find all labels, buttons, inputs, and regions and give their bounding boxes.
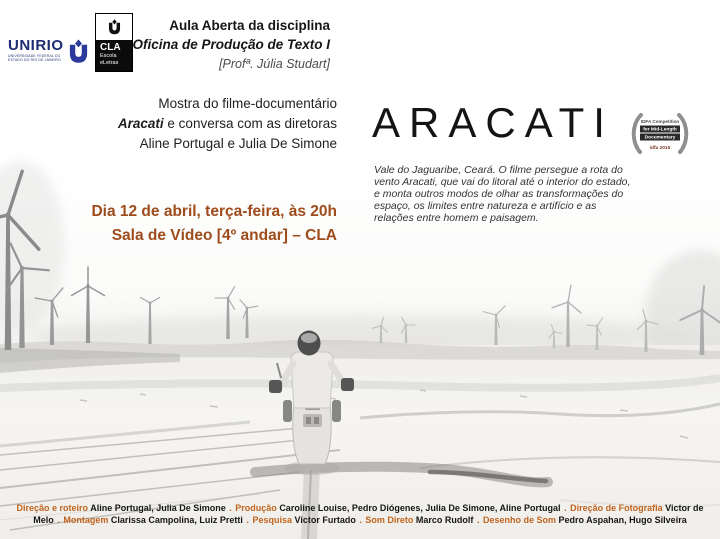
credit-names: Victor Furtado (294, 514, 356, 525)
event-datetime (91, 200, 337, 248)
event-line2-rest: e conversa com as diretoras (167, 116, 337, 131)
laurel-line2: for Mid-Length (643, 127, 677, 133)
unirio-text (8, 38, 64, 62)
credit-role: Pesquisa (252, 514, 292, 525)
credit-names: Pedro Aspahan, Hugo Silveira (558, 514, 687, 525)
cla-logo-bottom (96, 40, 132, 71)
credit-names: Caroline Louise, Pedro Diógenes, Julia De Simone, Aline Portugal (279, 503, 561, 513)
cla-acronym: CLA (100, 42, 121, 53)
laurel-line1: IDFA Competition (640, 119, 680, 124)
credit-separator: . (359, 514, 362, 525)
credit-names: Clarissa Campolina, Luiz Pretti (110, 514, 243, 525)
cla-school-line2: eLetras (100, 59, 119, 66)
event-date-line: Dia 12 de abril, terça-feira, às 20h (91, 203, 337, 220)
event-description (118, 94, 337, 154)
credits-bar (14, 503, 706, 526)
idfa-laurel-badge (626, 110, 694, 156)
credit-names: Marco Rudolf (415, 514, 474, 525)
unirio-logo (8, 38, 90, 64)
laurel-branch-right (679, 115, 686, 152)
event-line2 (118, 114, 337, 134)
credit-names: Victor de Melo (33, 503, 704, 525)
unirio-trident-icon (67, 39, 90, 64)
course-professor: [Profª. Júlia Studart] (219, 57, 330, 71)
cla-logo (95, 13, 133, 72)
credit-role: Produção (235, 503, 277, 513)
credit-separator: . (564, 503, 567, 513)
film-synopsis: Vale do Jaguaribe, Ceará. O filme persegue a rota do vento Aracati, que vai do litoral até o interior do estado, e monta outros modos de olhar as transformações do espaço, os limites entre natureza e artifício e as relações entre homem e paisagem. (374, 164, 631, 224)
credit-separator: . (476, 514, 480, 525)
cla-logo-top (96, 14, 132, 40)
credit-role: Montagem (63, 514, 109, 525)
event-line1: Mostra do filme-documentário (158, 96, 337, 111)
cla-school-line1: Escola (100, 53, 117, 59)
film-name-inline: Aracati (117, 116, 164, 131)
credit-separator: . (229, 503, 232, 513)
course-name: Oficina de Produção de Texto I (132, 37, 330, 52)
event-venue-line: Sala de Vídeo [4º andar] – CLA (111, 227, 337, 244)
credit-role: Som Direto (365, 514, 414, 525)
course-header (132, 16, 330, 74)
cla-trident-icon (107, 19, 122, 35)
credit-role: Direção de Fotografia (570, 503, 663, 513)
credit-role: Desenho de Som (482, 514, 556, 525)
event-line3: Aline Portugal e Julia De Simone (139, 136, 337, 151)
credit-role: Direção e roteiro (16, 503, 89, 513)
credit-separator: . (57, 514, 60, 525)
course-open-class: Aula Aberta da disciplina (169, 18, 330, 33)
laurel-year: idfa 2015 (649, 146, 671, 151)
unirio-wordmark: UNIRIO (8, 37, 64, 54)
laurel-line3: Documentary (644, 135, 676, 141)
film-title: ARACATI (372, 99, 614, 146)
unirio-subtext: UNIVERSIDADE FEDERAL DO ESTADO DO RIO DE JANEIRO (8, 54, 61, 62)
credit-names: Aline Portugal, Julia De Simone (90, 503, 226, 513)
credit-separator: . (246, 514, 249, 525)
